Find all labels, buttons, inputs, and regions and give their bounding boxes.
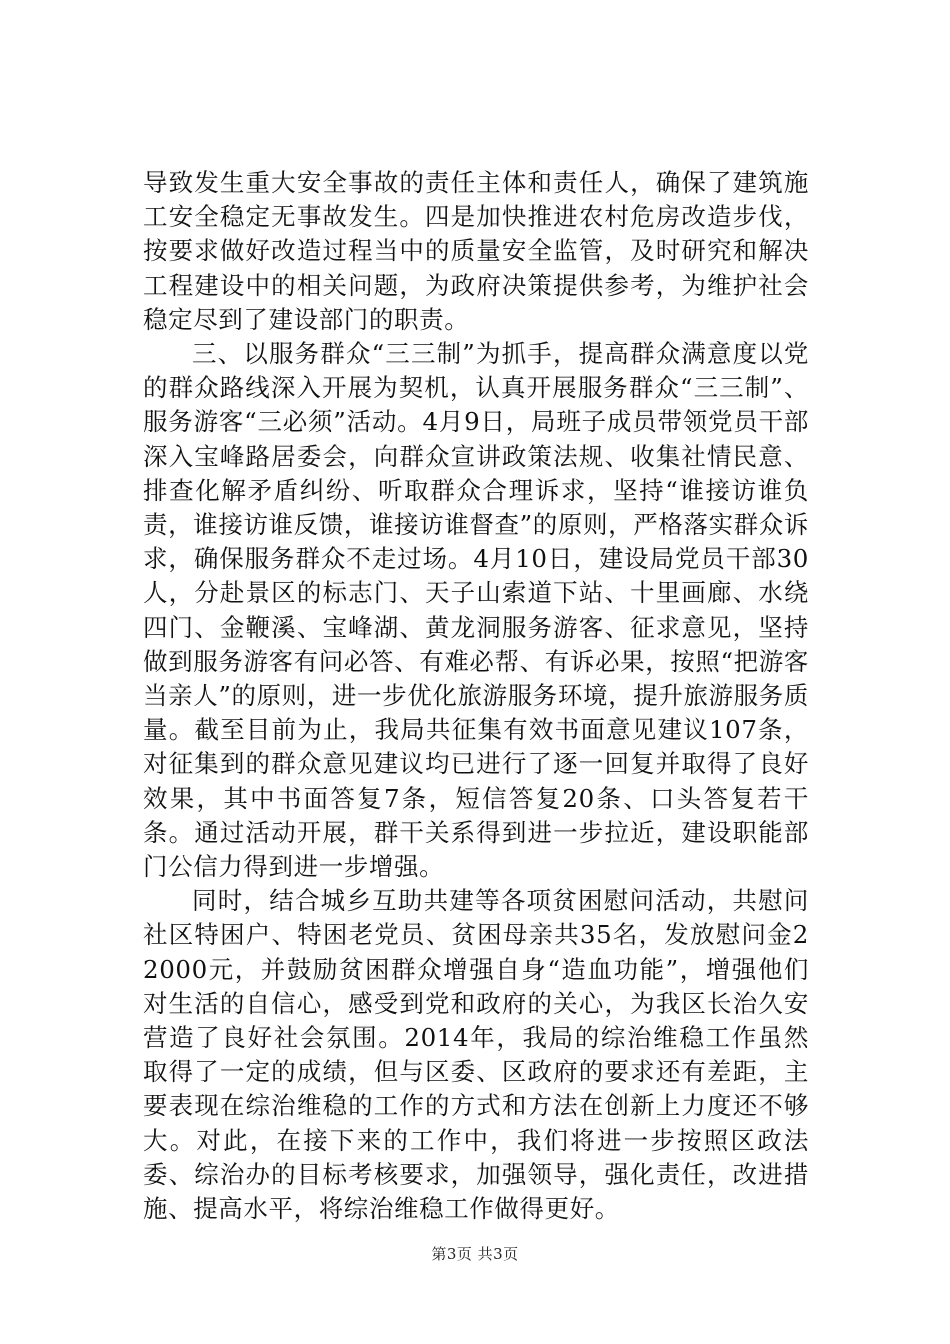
page-footer: 第3页 共3页 (431, 1245, 519, 1263)
paragraph-continuation: 导致发生重大安全事故的责任主体和责任人，确保了建筑施工安全稳定无事故发生。四是加快推进农村危房改造步伐，按要求做好改造过程当中的质量安全监管，及时研究和解决工程建设中的相关问题，为政府决策提供参考，为维护社会稳定尽到了建设部门的职责。 (143, 168, 809, 334)
document-body (143, 166, 809, 1226)
paragraph-conclusion: 同时，结合城乡互助共建等各项贫困慰问活动，共慰问社区特困户、特困老党员、贫困母亲共35名，发放慰问金22000元，并鼓励贫困群众增强自身“造血功能”，增强他们对生活的自信心，感受到党和政府的关心，为我区长治久安营造了良好社会氛围。2014年，我局的综治维稳工作虽然取得了一定的成绩，但与区委、区政府的要求还有差距，主要表现在综治维稳的工作的方式和方法在创新上力度还不够大。对此，在接下来的工作中，我们将进一步按照区政法委、综治办的目标考核要求，加强领导，强化责任，改进措施、提高水平，将综治维稳工作做得更好。 (143, 886, 809, 1224)
paragraph-section-three: 三、以服务群众“三三制”为抓手，提高群众满意度以党的群众路线深入开展为契机，认真开展服务群众“三三制”、服务游客“三必须”活动。4月9日，局班子成员带领党员干部深入宝峰路居委会，向群众宣讲政策法规、收集社情民意、排查化解矛盾纠纷、听取群众合理诉求，坚持“谁接访谁负责，谁接访谁反馈，谁接访谁督查”的原则，严格落实群众诉求，确保服务群众不走过场。4月10日，建设局党员干部30人，分赴景区的标志门、天子山索道下站、十里画廊、水绕四门、金鞭溪、宝峰湖、黄龙洞服务游客、征求意见，坚持做到服务游客有问必答、有难必帮、有诉必果，按照“把游客当亲人”的原则，进一步优化旅游服务环境，提升旅游服务质量。截至目前为止，我局共征集有效书面意见建议107条，对征集到的群众意见建议均已进行了逐一回复并取得了良好效果，其中书面答复7条，短信答复20条、口头答复若干条。通过活动开展，群干关系得到进一步拉近，建设职能部门公信力得到进一步增强。 (143, 339, 809, 882)
